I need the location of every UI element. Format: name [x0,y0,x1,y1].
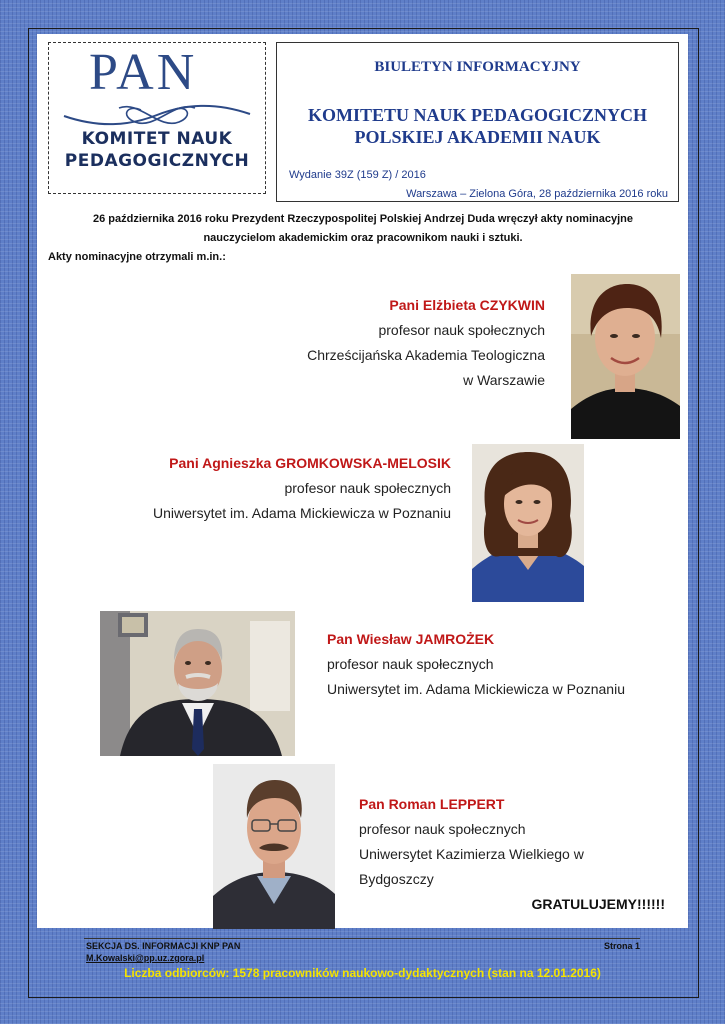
footer-divider [84,938,640,939]
person-title: profesor nauk społecznych [284,480,451,496]
place-date: Warszawa – Zielona Góra, 28 października 2016 roku [406,188,668,200]
intro-line-1: 26 października 2016 roku Prezydent Rzeczypospolitej Polskiej Andrzej Duda wręczył akty nominacyjne [92,213,633,225]
person-entry-1 [307,293,545,393]
person-institution: Uniwersytet im. Adama Mickiewicza w Poznaniu [327,681,625,697]
intro-line-3: Akty nominacyjne otrzymali m.in.: [48,251,226,263]
congratulations-text: GRATULUJEMY!!!!!! [531,896,665,912]
person-institution: Uniwersytet im. Adama Mickiewicza w Poznaniu [153,505,451,521]
person-entry-4 [359,792,584,892]
person-name: Pan Roman LEPPERT [359,796,505,812]
person-photo-4 [213,764,335,929]
pan-logo [48,42,266,194]
logo-line-2: PEDAGOGICZNYCH [64,151,250,171]
person-entry-3 [327,627,625,702]
footer-email-link[interactable]: M.Kowalski@pp.uz.zgora.pl [86,953,205,963]
person-name: Pan Wiesław JAMROŻEK [327,631,495,647]
person-institution-city: w Warszawie [463,372,545,388]
person-title: profesor nauk społecznych [359,821,526,837]
intro-text [48,210,678,267]
intro-line-2: nauczycielom akademickim oraz pracownikom nauki i sztuki. [203,232,523,244]
committee-title: KOMITETU NAUK PEDAGOGICZNYCH [307,105,648,125]
person-institution: Uniwersytet Kazimierza Wielkiego w [359,846,584,862]
person-title: profesor nauk społecznych [327,656,494,672]
bulletin-header [276,42,679,202]
person-name: Pani Agnieszka GROMKOWSKA-MELOSIK [169,455,451,471]
person-institution-city: Bydgoszczy [359,871,434,887]
logo-pan-text: PAN [89,44,198,101]
person-institution: Chrześcijańska Akademia Teologiczna [307,347,545,363]
person-photo-2 [472,444,584,602]
recipient-count: Liczba odbiorców: 1578 pracowników naukowo-dydaktycznych (stan na 12.01.2016) [124,966,601,980]
person-title: profesor nauk społecznych [378,322,545,338]
edition-number: Wydanie 39Z (159 Z) / 2016 [289,169,426,181]
person-entry-2 [153,451,451,526]
person-photo-3 [100,611,295,756]
page-number: Strona 1 [603,941,640,951]
logo-line-1: KOMITET NAUK [81,129,233,149]
person-name: Pani Elżbieta CZYKWIN [389,297,545,313]
swirl-ornament-icon [59,98,255,132]
bulletin-title: BIULETYN INFORMACYJNY [374,59,581,75]
academy-title: POLSKIEJ AKADEMII NAUK [354,127,601,147]
footer-section: SEKCJA DS. INFORMACJI KNP PAN [86,941,241,951]
person-photo-1 [571,274,680,439]
